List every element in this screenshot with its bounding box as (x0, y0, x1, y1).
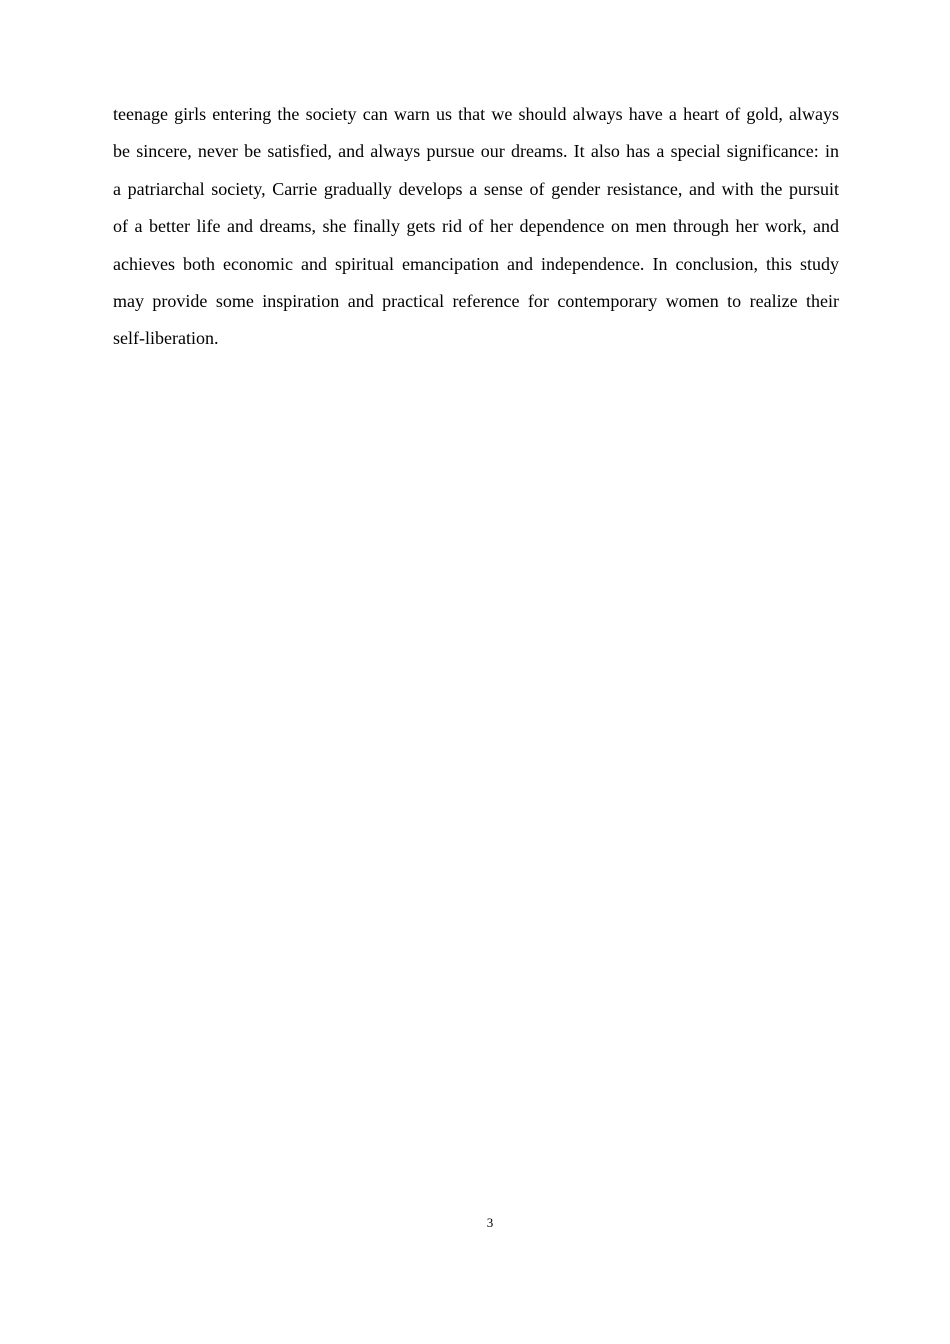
paragraph-line: of a better life and dreams, she finally gets rid of her dependence on men through her work, and (113, 216, 839, 237)
paragraph-line: self-liberation. (113, 328, 219, 349)
body-paragraph (113, 96, 839, 358)
paragraph-line: achieves both economic and spiritual emancipation and independence. In conclusion, this study (113, 253, 839, 274)
page-number: 3 (486, 1215, 494, 1230)
paragraph-line: may provide some inspiration and practical reference for contemporary women to realize their (113, 290, 839, 311)
paragraph-line: be sincere, never be satisfied, and always pursue our dreams. It also has a special significance: in (113, 141, 839, 162)
paragraph-line: a patriarchal society, Carrie gradually develops a sense of gender resistance, and with the pursuit (113, 178, 839, 199)
paragraph-line: teenage girls entering the society can warn us that we should always have a heart of gold, always (113, 104, 839, 124)
